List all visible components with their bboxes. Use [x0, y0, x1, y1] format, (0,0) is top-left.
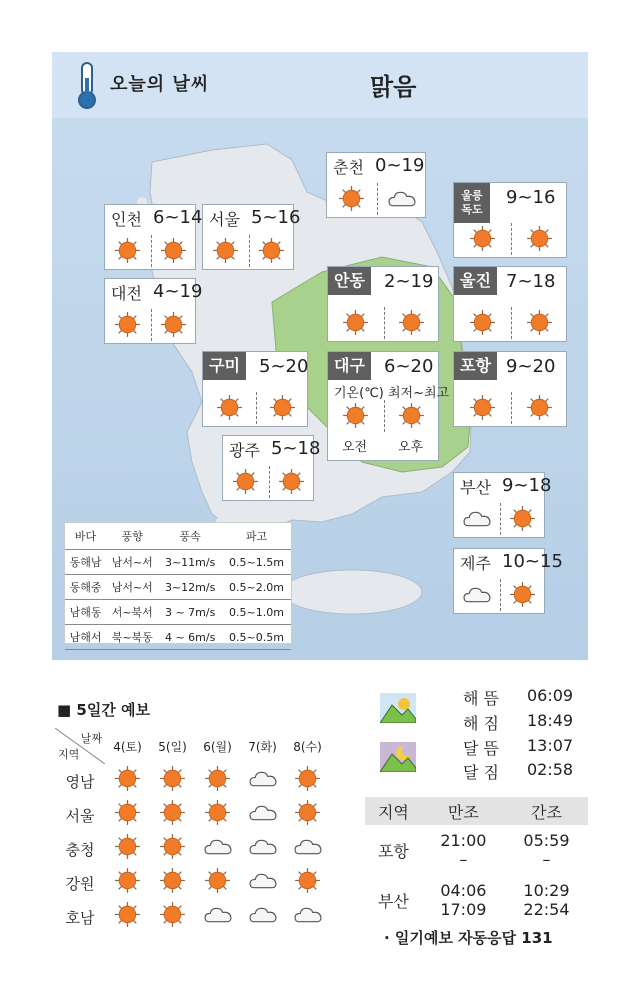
city-name: 춘천: [333, 158, 364, 177]
city-card-jeju: [453, 548, 563, 614]
forecast-cell: [150, 832, 195, 866]
city-card-pohang: [453, 351, 567, 427]
tide-row: [365, 825, 588, 875]
forecast-cell: [285, 900, 330, 934]
cloud-icon: [249, 799, 277, 827]
am-pm-divider: [249, 235, 250, 267]
sun-icon: [204, 765, 232, 793]
sea-row: [65, 575, 291, 600]
forecast-cell: [105, 866, 150, 900]
sun-icon: [342, 402, 370, 430]
sunrise-icon: [380, 693, 416, 723]
city-temp: 10~15: [502, 551, 563, 572]
city-name: 부산: [460, 478, 491, 497]
sun-icon: [216, 394, 244, 422]
legend-temp-label: 기온(℃) 최저~최고: [334, 386, 450, 401]
sun-icon: [509, 581, 537, 609]
sun-icon: [160, 311, 188, 339]
moonset-label: 달 짐: [463, 763, 499, 782]
forecast-cell: [240, 764, 285, 798]
forecast-region: 강원: [55, 866, 105, 900]
forecast-row: [55, 764, 330, 798]
city-name: 대전: [111, 284, 142, 303]
sun-icon: [159, 833, 187, 861]
forecast-cell: [240, 900, 285, 934]
forecast-cell: [105, 900, 150, 934]
phone-service-note: · 일기예보 자동응답 131: [384, 929, 553, 947]
forecast-row: [55, 832, 330, 866]
city-name: 서울: [209, 210, 240, 229]
am-pm-divider: [511, 392, 512, 424]
sun-icon: [338, 185, 366, 213]
sun-icon: [278, 468, 306, 496]
cloud-icon: [249, 867, 277, 895]
forecast-cell: [285, 764, 330, 798]
sun-icon: [258, 237, 286, 265]
city-name: 포항: [454, 352, 497, 380]
tide-header-region: 지역: [365, 797, 422, 825]
forecast-cell: [240, 832, 285, 866]
sea-cell: 남해동: [65, 600, 106, 625]
sun-icon: [398, 309, 426, 337]
city-name: 안동: [328, 267, 371, 295]
sunrise-label: 해 뜸: [463, 689, 499, 708]
cloud-icon: [463, 581, 491, 609]
am-pm-divider: [256, 392, 257, 424]
city-card-ulleung: [453, 182, 567, 258]
sun-icon: [114, 833, 142, 861]
tide-high: 21:00 –: [440, 831, 487, 869]
sea-cell: 3~12m/s: [158, 575, 222, 600]
sea-cell: 동해남: [65, 550, 106, 575]
forecast-corner: [55, 728, 105, 764]
tide-region: 부산: [377, 891, 409, 911]
sunset-label: 해 짐: [463, 714, 499, 733]
sun-icon: [114, 901, 142, 929]
forecast-cell: [195, 798, 240, 832]
city-temp: 9~20: [506, 356, 556, 377]
cloud-icon: [249, 833, 277, 861]
am-pm-divider: [151, 235, 152, 267]
city-name: 대구: [328, 352, 371, 380]
forecast-cell: [150, 866, 195, 900]
sun-icon: [469, 309, 497, 337]
tide-high: 04:06 17:09: [440, 881, 487, 919]
sun-icon: [526, 225, 554, 253]
moonrise-icon: [380, 742, 416, 772]
am-pm-divider: [269, 466, 270, 498]
sea-cell: 0.5~1.0m: [222, 600, 291, 625]
sun-icon: [509, 505, 537, 533]
sun-icon: [294, 765, 322, 793]
sun-icon: [526, 309, 554, 337]
forecast-day-header: 8(수): [285, 728, 330, 764]
forecast-day-header: 6(월): [195, 728, 240, 764]
sun-icon: [159, 867, 187, 895]
forecast-cell: [285, 832, 330, 866]
sea-cell: 0.5~1.5m: [222, 550, 291, 575]
am-pm-divider: [500, 579, 501, 611]
corner-date-label: 날짜: [80, 732, 102, 745]
city-name: 광주: [229, 441, 260, 460]
forecast-cell: [195, 764, 240, 798]
cloud-icon: [294, 833, 322, 861]
city-temp: 7~18: [506, 271, 556, 292]
city-temp: 5~16: [251, 207, 301, 228]
am-pm-divider: [511, 223, 512, 255]
forecast-cell: [195, 900, 240, 934]
forecast-cell: [240, 866, 285, 900]
city-temp: 9~16: [506, 187, 556, 208]
sea-row: [65, 625, 291, 650]
sun-icon: [159, 901, 187, 929]
forecast-cell: [105, 832, 150, 866]
city-name: 인천: [111, 210, 142, 229]
city-name: 구미: [203, 352, 246, 380]
city-card-gwangju: [222, 435, 321, 501]
sea-header: 파고: [222, 523, 291, 550]
sea-header: 바다: [65, 523, 106, 550]
page-title: 오늘의 날씨: [110, 74, 210, 95]
city-temp: 0~19: [375, 155, 425, 176]
forecast-cell: [195, 832, 240, 866]
five-day-forecast-table: [55, 728, 330, 934]
sun-icon: [160, 237, 188, 265]
forecast-cell: [240, 798, 285, 832]
sun-icon: [294, 867, 322, 895]
sun-icon: [469, 225, 497, 253]
forecast-day-header: 5(일): [150, 728, 195, 764]
forecast-cell: [105, 764, 150, 798]
forecast-title: ■ 5일간 예보: [57, 701, 151, 719]
sun-icon: [204, 867, 232, 895]
cloud-icon: [204, 833, 232, 861]
forecast-row: [55, 866, 330, 900]
sea-cell: 0.5~0.5m: [222, 625, 291, 650]
tide-header-low: 간조: [505, 797, 588, 825]
city-temp: 2~19: [384, 271, 434, 292]
cloud-icon: [388, 185, 416, 213]
city-card-andong: [327, 266, 439, 342]
city-name: 울릉 독도: [454, 183, 490, 223]
forecast-cell: [150, 900, 195, 934]
sea-header: 풍향: [106, 523, 158, 550]
sun-icon: [269, 394, 297, 422]
city-name: 울진: [454, 267, 497, 295]
city-card-incheon: [104, 204, 203, 270]
sun-icon: [526, 394, 554, 422]
am-pm-divider: [377, 183, 378, 215]
today-condition: 맑음: [370, 73, 417, 101]
cloud-icon: [294, 901, 322, 929]
forecast-cell: [285, 798, 330, 832]
city-temp: 5~20: [259, 356, 309, 377]
tide-header-high: 만조: [422, 797, 505, 825]
tide-low: 10:29 22:54: [523, 881, 570, 919]
am-pm-divider: [151, 309, 152, 341]
sea-cell: 서~북서: [106, 600, 158, 625]
moonrise-time: 13:07: [527, 736, 574, 755]
sun-icon: [114, 765, 142, 793]
sunrise-time: 06:09: [527, 686, 574, 705]
forecast-region: 호남: [65, 908, 95, 927]
am-pm-divider: [384, 307, 385, 339]
forecast-row: [55, 798, 330, 832]
city-card-chuncheon: [326, 152, 426, 218]
forecast-cell: [105, 798, 150, 832]
forecast-region: 서울: [55, 798, 105, 832]
corner-region-label: 지역: [58, 748, 80, 761]
sun-icon: [204, 799, 232, 827]
sea-cell: 3 ~ 7m/s: [158, 600, 222, 625]
sun-icon: [212, 237, 240, 265]
sea-conditions-table: [64, 522, 292, 644]
sunset-time: 18:49: [527, 711, 574, 730]
tide-low: 05:59 –: [523, 831, 570, 869]
moonset-time: 02:58: [527, 760, 574, 779]
sun-icon: [114, 799, 142, 827]
forecast-cell: [285, 866, 330, 900]
cloud-icon: [463, 505, 491, 533]
forecast-day-header: 4(토): [105, 728, 150, 764]
sea-cell: 동해중: [65, 575, 106, 600]
sea-row: [65, 600, 291, 625]
sun-icon: [114, 311, 142, 339]
tide-row: [365, 875, 588, 925]
sea-row: [65, 550, 291, 575]
city-card-uljin: [453, 266, 567, 342]
sea-header: 풍속: [158, 523, 222, 550]
tide-table: [365, 797, 588, 925]
sun-icon: [232, 468, 260, 496]
am-pm-divider: [511, 307, 512, 339]
city-card-daejeon: [104, 278, 203, 344]
city-temp: 9~18: [502, 475, 552, 496]
sun-icon: [294, 799, 322, 827]
sun-icon: [159, 799, 187, 827]
sea-cell: 3~11m/s: [158, 550, 222, 575]
legend-pm-label: 오후: [398, 440, 424, 455]
sea-cell: 북~북동: [106, 625, 158, 650]
legend-am-label: 오전: [342, 440, 368, 455]
cloud-icon: [204, 901, 232, 929]
forecast-cell: [150, 798, 195, 832]
am-pm-divider: [384, 400, 385, 432]
city-card-busan: [453, 472, 552, 538]
city-card-seoul: [202, 204, 301, 270]
city-card-gumi: [202, 351, 308, 427]
header-bar: [52, 52, 588, 118]
sea-cell: 남서~서: [106, 550, 158, 575]
city-card-daegu: [327, 351, 450, 461]
sun-icon: [114, 867, 142, 895]
forecast-day-header: 7(화): [240, 728, 285, 764]
am-pm-divider: [500, 503, 501, 535]
moonrise-label: 달 뜸: [463, 739, 499, 758]
city-temp: 5~18: [271, 438, 321, 459]
city-temp: 6~20: [384, 356, 434, 377]
sun-icon: [342, 309, 370, 337]
city-temp: 4~19: [153, 281, 203, 302]
sun-icon: [114, 237, 142, 265]
cloud-icon: [249, 901, 277, 929]
forecast-row: [55, 900, 330, 934]
tide-region: 포항: [377, 841, 409, 861]
today-weather-map: [52, 52, 588, 660]
forecast-cell: [195, 866, 240, 900]
city-temp: 6~14: [153, 207, 203, 228]
city-name: 제주: [460, 554, 491, 573]
sun-icon: [398, 402, 426, 430]
forecast-region: 충청: [65, 840, 95, 859]
cloud-icon: [249, 765, 277, 793]
forecast-region: 영남: [65, 772, 95, 791]
sea-cell: 0.5~2.0m: [222, 575, 291, 600]
sea-cell: 남해서: [65, 625, 106, 650]
sun-icon: [159, 765, 187, 793]
sea-cell: 4 ~ 6m/s: [158, 625, 222, 650]
sun-icon: [469, 394, 497, 422]
sea-cell: 남서~서: [106, 575, 158, 600]
thermometer-icon: [72, 60, 102, 110]
forecast-cell: [150, 764, 195, 798]
